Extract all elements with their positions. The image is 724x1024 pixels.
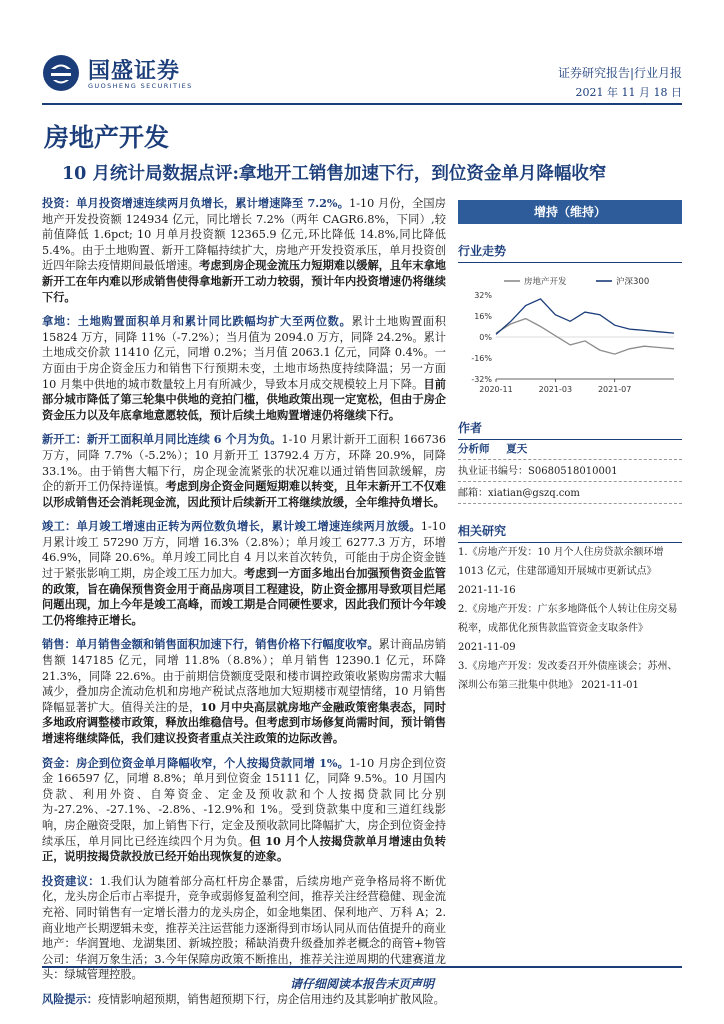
legend-label-2: 沪深300 — [616, 277, 650, 287]
paragraph-sales: 销售：单月销售金额和销售面积加速下行，销售价格下行幅度收窄。累计商品房销售额 147185 亿元，同增 11.8%（8.8%）；单月销售 12390.1 亿元，环降 21.3%，同降 22.6%。由于前期信贷额度受限和楼市调控政策收紧购房需求大幅减少，叠加房企流动危机和房地产税试点落地加大短期楼市观望情绪，10 月销售降幅显著扩大。值得关注的是，10 月中央高层就房地产金融政策密集表态，同时多地政府调整楼市政策，释放出维稳信号。但考虑到市场修复尚需时间，预计销售增速将继续降低，我们建议投资者重点关注政策的边际改善。 — [42, 637, 446, 745]
related-heading: 相关研究 — [458, 522, 682, 543]
logo-name-cn: 国盛证券 — [88, 59, 181, 84]
series-line-2 — [496, 299, 674, 335]
footer-disclaimer: 请仔细阅读本报告末页声明 — [289, 977, 434, 991]
trend-heading: 行业走势 — [458, 242, 682, 263]
y-tick-label: -32% — [471, 375, 492, 384]
sidebar — [458, 200, 682, 695]
paragraph-completion: 竣工：单月竣工增速由正转为两位数负增长，累计竣工增速连续两月放缓。1-10 月累计竣工 57290 万方，同增 16.3%（2.8%）；单月竣工 6277.3 万方，环增 46.9%，同降 20.6%。单月竣工同比自 4 月以来首次转负，可能由于房企资金链过于紧张影响工期，房企竣工压力加大。考虑到一方面多地出台加强预售资金监管的政策，旨在确保预售资金用于商品房项目工程建设，防止资金挪用导致项目烂尾问题出现，加上今年是竣工高峰，而竣工期是合同硬性要求，因此我们预计今年竣工仍将维持正增长。 — [42, 519, 446, 627]
email-row — [458, 484, 682, 504]
paragraph-land: 拿地：土地购置面积单月和累计同比跌幅均扩大至两位数。累计土地购置面积 15824 万方，同降 11%（-7.2%）；当月值为 2094.0 万方，同降 24.2%。累计土地成交价款 11410 亿元，同增 0.2%；当月值 2063.1 亿元，同降 0.4%。一方面由于房企资金压力和销售下行预期未变，土地市场热度持续降温；另一方面 10 月集中供地的城市数量较上月有所减少，导致本月成交规模较上月下降。目前部分城市降低了第三轮集中供地的竞拍门槛，供地政策出现一定宽松，但由于房企资金压力以及年底拿地意愿较低，预计后续土地购置增速仍将继续下行。 — [42, 314, 446, 422]
report-type: 证券研究报告|行业月报 — [557, 66, 682, 80]
industry-title: 房地产开发 — [44, 123, 170, 152]
x-tick-label: 2021-07 — [597, 385, 632, 394]
main-body — [42, 196, 446, 1017]
x-tick-label: 2020-11 — [479, 385, 513, 394]
report-title: 10 月统计局数据点评:拿地开工销售加速下行，到位资金单月降幅收窄 — [62, 164, 607, 184]
email-link[interactable]: xiatian@gszq.com — [488, 488, 580, 499]
series-line-1 — [496, 319, 674, 355]
author-heading: 作者 — [458, 419, 682, 440]
trend-chart — [458, 271, 682, 401]
analyst-label: 分析师 — [458, 443, 490, 455]
cert-label: 执业证书编号： — [458, 466, 528, 477]
guosheng-logo-icon — [42, 54, 80, 92]
y-tick-label: 0% — [479, 333, 492, 342]
x-tick-label: 2021-03 — [538, 385, 573, 394]
footer-divider — [42, 966, 682, 968]
related-report-3[interactable]: 3.《房地产开发：发改委召开外债座谈会；苏州、深圳公布第三批集中供地》 2021-11-01 — [458, 661, 678, 691]
legend-label-1: 房地产开发 — [524, 277, 567, 287]
related-report-1[interactable]: 1.《房地产开发：10 月个人住房贷款余额环增 1013 亿元，住建部通知开展城市更新试点》 2021-11-16 — [458, 547, 664, 596]
paragraph-investment-advice: 投资建议：1.我们认为随着部分高杠杆房企暴雷，后续房地产竞争格局将不断优化，龙头房企后市占率提升，竞争或弱修复盈利空间，推荐关注经营稳健、现金流充裕、同时销售有一定增长潜力的龙头房企，如金地集团、保利地产、万科 A；2.商业地产长期逻辑未变，推荐关注运营能力逐渐得到市场认同从而估值提升的商业地产：华润置地、龙湖集团、新城控股；稀缺消费升级叠加养老概念的商管+物管公司：华润万象生活；3.今年保障房政策不断推出，推荐关注逆周期的代建赛道龙头：绿城管理控股。 — [42, 873, 446, 982]
cert-row — [458, 462, 682, 482]
report-date: 2021 年 11 月 18 日 — [575, 86, 682, 99]
rating-badge: 增持（维持） — [458, 200, 682, 224]
paragraph-funding: 资金：房企到位资金单月降幅收窄，个人按揭贷款同增 1%。1-10 月房企到位资金 166597 亿，同增 8.8%；单月到位资金 15111 亿，同降 9.5%。10 月国内贷款、利用外资、自筹资金、定金及预收款和个人按揭贷款同比分别为-27.2%、-27.1%、-2.8%、-12.9%和 1%。受到贷款集中度和三道红线影响，房企融资受限，加上销售下行，定金及预收款同比降幅扩大，房企到位资金持续承压，单月同比已经连续四个月为负。但 10 月个人按揭贷款单月增速由负转正，说明按揭贷款投放已经开始出现恢复的迹象。 — [42, 755, 447, 864]
header-divider — [42, 103, 682, 105]
email-label: 邮箱： — [458, 488, 488, 499]
paragraph-investment: 投资：单月投资增速连续两月负增长，累计增速降至 7.2%。1-10 月份，全国房地产开发投资额 124934 亿元，同比增长 7.2%（两年 CAGR6.8%，下同）,较前值降低 1.6pct; 10 月单月投资额 12365.9 亿元,环比降低 14.8%,同比降低 5.4%。由于土地购置、新开工降幅持续扩大，房地产开发投资承压，单月投资创近四年除去疫情期间最低增速。考虑到房企现金流压力短期难以缓解，且年末拿地新开工在年内难以形成销售使得拿地新开工动力较弱，预计年内投资增速仍将继续下行。 — [42, 196, 446, 304]
y-tick-label: 16% — [474, 312, 492, 321]
trend-chart-svg — [458, 271, 682, 401]
y-tick-label: 32% — [474, 291, 492, 300]
analyst-row — [458, 440, 682, 460]
y-tick-label: -16% — [471, 354, 492, 363]
cert-number: S0680518010001 — [528, 466, 618, 477]
paragraph-risk: 风险提示：疫情影响超预期，销售超预期下行，房企信用违约及其影响扩散风险。 — [42, 991, 445, 1006]
analyst-name: 夏天 — [506, 443, 528, 455]
logo-name-en: GUOSHENG SECURITIES — [88, 82, 193, 90]
paragraph-new-construction: 新开工：新开工面积单月同比连续 6 个月为负。1-10 月累计新开工面积 166736 万方，同降 7.7%（-5.2%）；10 月新开工 13792.4 万方，环降 20.9%，同降 33.1%。由于销售大幅下行，房企现金流紧张的状况难以通过销售回款缓解，房企的新开工仍保持谨慎。考虑到房企资金问题短期难以转变，且年末新开工不仅难以形成销售还会消耗现金流，因此预计后续新开工将继续放缓，全年维持负增长。 — [42, 432, 446, 509]
report-header — [0, 0, 724, 106]
related-report-2[interactable]: 2.《房地产开发：广东多地降低个人转让住房交易税率，成都优化预售款监管资金支取条件》 2021-11-09 — [458, 604, 678, 653]
